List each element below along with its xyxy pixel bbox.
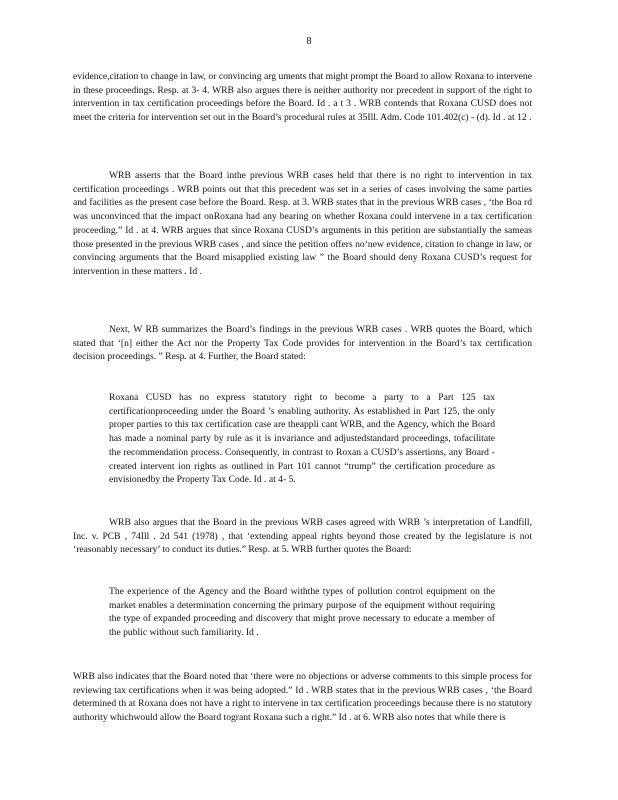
page-number: 8	[306, 36, 312, 47]
paragraph-landfill-interpretation: WRB also argues that the Board in the previous WRB cases agreed with WRB ’s interpretation of Landfill, Inc. v. PCB , 74Ill . 2d 541 (1978) , that ‘extending appeal rights beyond those created by the legislature is not ‘reasonably necessary’ to conduct its duties.” Resp. at 5. WRB further quotes the Board:	[73, 517, 532, 556]
paragraph-intervention-evidence: evidence,citation to change in law, or convincing arg uments that might prompt the Board to allow Roxana to intervene in these proceedings. Resp. at 3- 4. WRB also argues there is neither authority nor precedent in support of the right to intervention in tax certification proceedings before the Board. Id . a t 3 . WRB contends that Roxana CUSD does not meet the criteria for intervention set out in the Board’s procedural rules at 35Ill. Adm. Code 101.402(c) - (d). Id . at 12 .	[73, 71, 532, 124]
paragraph-no-objections: WRB also indicates that the Board noted that ‘there were no objections or adverse comments to this simple process for reviewing tax certifications when it was being adopted.” Id . WRB states that in the previous WRB cases , ‘the Board determined th at Roxana does not have a right to intervene in tax certification proceedings because there is no statutory authority whichwould allow the Board togrant Roxana such a right.” Id . at 6. WRB also notes that while there is	[73, 671, 532, 724]
block-quote-board-authority: Roxana CUSD has no express statutory right to become a party to a Part 125 tax certificationproceeding under the Board ’s enabling authority. As established in Part 125, the only proper parties to this tax certification case are theappli cant WRB, and the Agency, which the Board has made a nominal party by rule as it is invariance and adjustedstandard proceedings, tofacilitate the recommendation process. Consequently, in contrast to Roxan a CUSD’s assertions, any Board - created intervent ion rights as outlined in Part 101 cannot “trump” the certification procedure as envisionedby the Property Tax Code. Id . at 4- 5.	[109, 392, 495, 486]
paragraph-wrb-summarizes: Next, W RB summarizes the Board’s findings in the previous WRB cases . WRB quotes the Board, which stated that ‘[n] either the Act nor the Property Tax Code provides for intervention in the Board’s tax certification decision proceedings. ” Resp. at 4. Further, the Board stated:	[73, 324, 532, 363]
paragraph-wrb-asserts: WRB asserts that the Board inthe previous WRB cases held that there is no right to intervention in tax certification proceedings . WRB points out that this precedent was set in a series of cases involving the same parties and facilities as the present case before the Board. Resp. at 3. WRB states that in the previous WRB cases , ‘the Boa rd was unconvinced that the impact onRoxana had any bearing on whether Roxana could intervene in a tax certification proceeding.” Id . at 4. WRB argues that since Roxana CUSD’s arguments in this petition are substantially the sameas those presented in the previous WRB cases , and since the petition offers no‘new evidence, citation to change in law, or convincing arguments that the Board misapplied existing law ” the Board should deny Roxana CUSD’s request for intervention in these matters . Id .	[73, 170, 532, 277]
block-quote-agency-experience: The experience of the Agency and the Board withthe types of pollution control equipment on the market enables a determination concerning the primary purpose of the equipment without requiring the type of expanded proceeding and discovery that might prove necessary to educate a member of the public without such familiarity. Id .	[109, 586, 495, 639]
